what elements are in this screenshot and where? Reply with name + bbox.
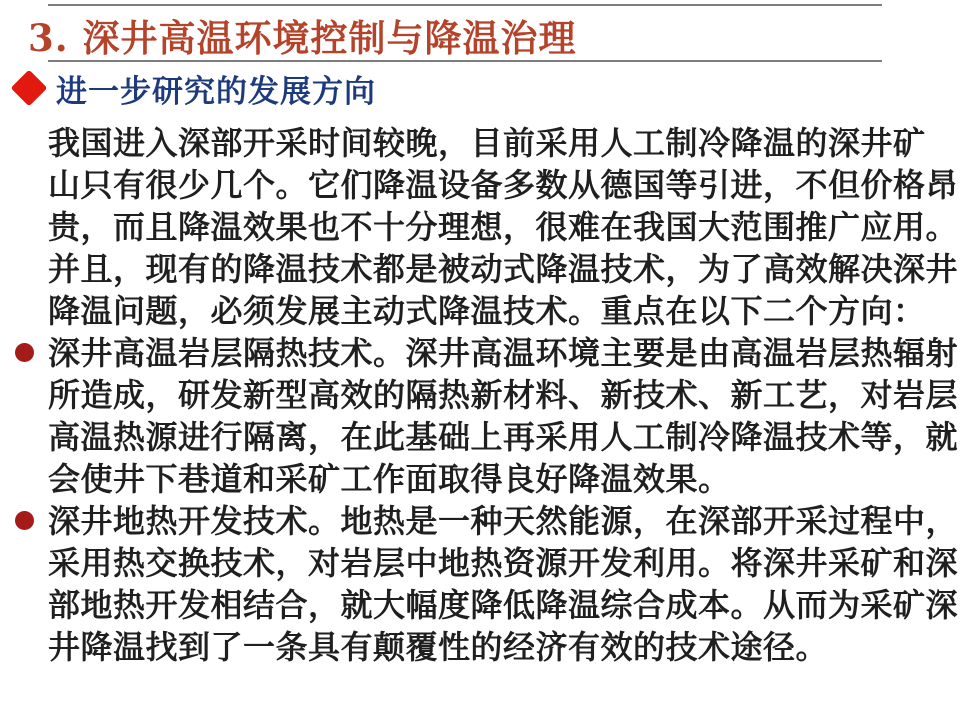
bullet-line: 高温热源进行隔离，在此基础上再采用人工制冷降温技术等，就 <box>48 418 959 456</box>
paragraph-line: 我国进入深部开采时间较晚，目前采用人工制冷降温的深井矿 <box>48 124 926 162</box>
paragraph-line: 山只有很少几个。它们降温设备多数从德国等引进，不但价格昂 <box>48 166 959 204</box>
bullet-line: 采用热交换技术，对岩层中地热资源开发利用。将深井采矿和深 <box>48 544 959 582</box>
top-rule <box>48 4 882 6</box>
bullet-item-geothermal-development <box>48 500 960 668</box>
paragraph-line: 并且，现有的降温技术都是被动式降温技术，为了高效解决深井 <box>48 250 959 288</box>
bullet-line: 所造成，研发新型高效的隔热新材料、新技术、新工艺，对岩层 <box>48 376 959 414</box>
subtitle-label: 进一步研究的发展方向 <box>56 73 376 110</box>
title-underline-rule <box>48 60 882 62</box>
subtitle <box>8 66 376 110</box>
circle-bullet-icon <box>15 343 34 362</box>
bullet-line: 会使井下巷道和采矿工作面取得良好降温效果。 <box>48 460 731 498</box>
bullet-line: 深井高温岩层隔热技术。深井高温环境主要是由高温岩层热辐射 <box>48 334 959 372</box>
bullet-line: 井降温找到了一条具有颠覆性的经济有效的技术途径。 <box>48 628 829 666</box>
bullet-line: 深井地热开发技术。地热是一种天然能源，在深部开采过程中， <box>48 502 959 540</box>
circle-bullet-icon <box>15 511 34 530</box>
slide-title: 3. 深井高温环境控制与降温治理 <box>28 16 577 60</box>
paragraph-line: 贵，而且降温效果也不十分理想，很难在我国大范围推广应用。 <box>48 208 959 246</box>
paragraph-line: 降温问题，必须发展主动式降温技术。重点在以下二个方向： <box>48 292 926 330</box>
diamond-icon <box>11 70 48 107</box>
bullet-line: 部地热开发相结合，就大幅度降低降温综合成本。从而为采矿深 <box>48 586 959 624</box>
intro-paragraph <box>48 122 960 332</box>
slide-body <box>0 122 960 668</box>
bullet-item-rock-insulation <box>48 332 960 500</box>
